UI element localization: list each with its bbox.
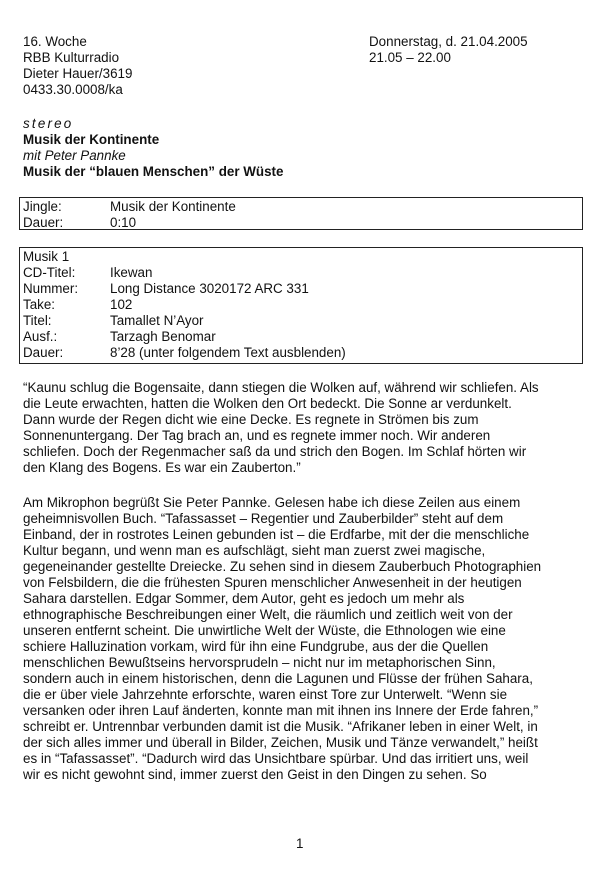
body-line: die er über viele Jahrzehnte erforschte, waren einst Tore zur Unterwelt. “Wenn sie (23, 687, 508, 702)
music-row-duration (23, 345, 579, 361)
body-line: von Felsbildern, die die frühesten Spuren menschlicher Anwesenheit in der heutigen (23, 575, 522, 590)
music-row-performer (23, 329, 579, 345)
stereo-label: stereo (23, 116, 74, 131)
quote-line: Sonnenuntergang. Der Tag brach an, und es regnete immer noch. Wir anderen (23, 428, 491, 443)
music-value: 102 (110, 297, 133, 312)
body-line: sondern auch in einem historischen, denn die Lagunen und Flüsse der frühen Sahara, (23, 671, 533, 686)
music-key: CD-Titel: (23, 265, 76, 280)
quote-line: die Leute erwachten, hatten die Wolken den Ort bedeckt. Die Sonne ar verdunkelt. (23, 396, 512, 411)
host-line: mit Peter Pannke (23, 148, 126, 163)
program-title-block (23, 116, 283, 180)
music-row-cd-title (23, 265, 579, 281)
music-heading (23, 249, 579, 265)
body-line: schiere Halluzination vorkam, wird für ihn eine Fundgrube, aus der die Quellen (23, 639, 489, 654)
episode-title: Musik der “blauen Menschen” der Wüste (23, 164, 284, 179)
quote-paragraph (23, 380, 583, 476)
music-box (19, 247, 583, 364)
jingle-row (23, 199, 579, 215)
music-row-title (23, 313, 579, 329)
music-key: Ausf.: (23, 329, 58, 344)
jingle-duration-value: 0:10 (110, 215, 137, 230)
music-key: Take: (23, 297, 56, 312)
music-heading-label: Musik 1 (23, 249, 70, 264)
header-time: 21.05 – 22.00 (369, 50, 451, 65)
header-right (369, 34, 528, 66)
body-line: der sich alles immer und überall in Bilder, Zeichen, Musik und Tänze verwandelt,” heißt (23, 735, 538, 750)
header-author: Dieter Hauer/3619 (23, 66, 133, 81)
body-line: Am Mikrophon begrüßt Sie Peter Pannke. Gelesen habe ich diese Zeilen aus einem (23, 495, 521, 510)
body-line: geheimnisvollen Buch. “Tafassasset – Regentier und Zauberbilder” steht auf dem (23, 511, 504, 526)
body-line: wir es nicht gewohnt sind, immer zuerst den Geist in den Dingen zu sehen. So (23, 767, 487, 782)
page-number: 1 (296, 836, 304, 851)
jingle-duration-row (23, 215, 579, 231)
music-value: Tamallet N’Ayor (110, 313, 204, 328)
body-line: es in “Tafassasset”. “Dadurch wird das Unsichtbare spürbar. Und das irritiert uns, weil (23, 751, 529, 766)
music-key: Titel: (23, 313, 52, 328)
jingle-value: Musik der Kontinente (110, 199, 236, 214)
music-row-take (23, 297, 579, 313)
body-line: Einband, der in rostrotes Leinen gebunden ist – die Erdfarbe, mit der die menschliche (23, 527, 530, 542)
quote-line: den Klang des Bogens. Es war ein Zauberton.” (23, 460, 301, 475)
body-line: menschlichen Bewußtseins hervorsprudeln – nicht nur im metaphorischen Sinn, (23, 655, 496, 670)
music-value: Ikewan (110, 265, 153, 280)
body-line: ethnographische Beschreibungen einer Welt, die räumlich und zeitlich weit von der (23, 607, 513, 622)
header-station: RBB Kulturradio (23, 50, 120, 65)
quote-line: “Kaunu schlug die Bogensaite, dann stiegen die Wolken auf, während wir schliefen. Als (23, 380, 539, 395)
body-line: unseren entfernt scheint. Die unwirtliche Welt der Wüste, die Ethnologen wie eine (23, 623, 506, 638)
music-key: Dauer: (23, 345, 64, 360)
body-line: schreibt er. Untrennbar verbunden damit ist die Musik. “Afrikaner leben in einer Welt, in (23, 719, 538, 734)
quote-line: Dann wurde der Regen dicht wie eine Decke. Es regnete in Strömen bis zum (23, 412, 479, 427)
header-reference: 0433.30.0008/ka (23, 82, 123, 97)
jingle-duration-key: Dauer: (23, 215, 64, 230)
body-line: Kultur begann, und wenn man es aufschlägt, sieht man zuerst zwei magische, (23, 543, 486, 558)
jingle-box (19, 197, 583, 230)
quote-line: schliefen. Doch der Regenmacher saß da und strich den Bogen. Im Schlaf hörten wir (23, 444, 527, 459)
body-paragraph (23, 495, 583, 783)
music-row-number (23, 281, 579, 297)
music-value: Long Distance 3020172 ARC 331 (110, 281, 309, 296)
body-line: gegeneinander gestellte Dreiecke. Zu sehen sind in diesem Zauberbuch Photographien (23, 559, 542, 574)
series-title: Musik der Kontinente (23, 132, 160, 147)
music-value: Tarzagh Benomar (110, 329, 216, 344)
jingle-key: Jingle: (23, 199, 62, 214)
header-date: Donnerstag, d. 21.04.2005 (369, 34, 528, 49)
body-line: versanken oder ihren Lauf änderten, konnte man mit ihnen ins Innere der Erde fahren,” (23, 703, 539, 718)
header-week: 16. Woche (23, 34, 87, 49)
music-value: 8’28 (unter folgendem Text ausblenden) (110, 345, 346, 360)
header-left (23, 34, 132, 98)
music-key: Nummer: (23, 281, 79, 296)
body-line: Sahara darstellen. Edgar Sommer, dem Autor, geht es jedoch um mehr als (23, 591, 465, 606)
